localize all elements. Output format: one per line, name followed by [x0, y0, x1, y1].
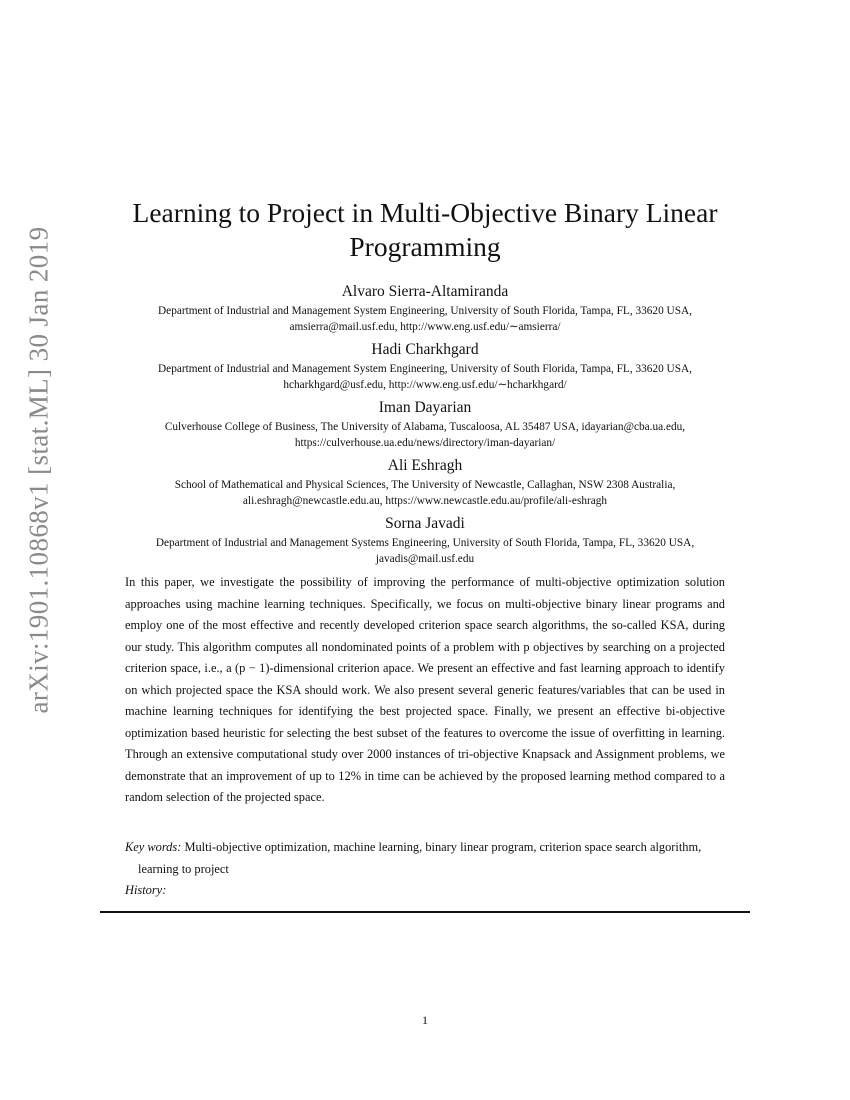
author-list [100, 282, 750, 572]
author-name: Iman Dayarian [378, 399, 472, 416]
author-name: Alvaro Sierra-Altamiranda [341, 283, 509, 300]
history: History: [125, 883, 167, 897]
author-affiliation: Culverhouse College of Business, The University of Alabama, Tuscaloosa, AL 35487 USA, idayarian@cba.ua.edu, [164, 421, 686, 433]
author-contact: https://culverhouse.ua.edu/news/directory/iman-dayarian/ [294, 437, 556, 449]
author-name: Ali Eshragh [387, 457, 463, 474]
author-contact: hcharkhgard@usf.edu, http://www.eng.usf.edu/∼hcharkhgard/ [283, 379, 567, 391]
author-block [100, 514, 750, 567]
author-affiliation: Department of Industrial and Management Systems Engineering, University of South Florida, Tampa, FL, 33620 USA, [155, 537, 695, 549]
author-name: Sorna Javadi [385, 515, 465, 532]
keywords-text: Multi-objective optimization, machine learning, binary linear program, criterion space search algorithm, learning to project [138, 840, 702, 876]
section-divider [100, 911, 750, 913]
author-contact: amsierra@mail.usf.edu, http://www.eng.usf.edu/∼amsierra/ [289, 321, 561, 333]
history-label: History [125, 883, 163, 897]
author-affiliation: Department of Industrial and Management System Engineering, University of South Florida, Tampa, FL, 33620 USA, [158, 363, 692, 375]
author-contact: ali.eshragh@newcastle.edu.au, https://www.newcastle.edu.au/profile/ali-eshragh [242, 495, 608, 507]
author-block [100, 282, 750, 335]
author-block [100, 456, 750, 509]
author-affiliation: Department of Industrial and Management System Engineering, University of South Florida, Tampa, FL, 33620 USA, [158, 305, 692, 317]
keywords: Key words: Multi-objective optimization, machine learning, binary linear program, criterion space search algorithm, learning to project [125, 840, 702, 876]
abstract-text: In this paper, we investigate the possibility of improving the performance of multi-objective optimization solution approaches using machine learning techniques. Specifically, we focus on multi-objective binary linear programs and employ one of the most effective and recently developed criterion space search algorithms, the so-called KSA, during our study. This algorithm computes all nondominated points of a problem with p objectives by searching on a projected criterion space, i.e., a (p − 1)-dimensional criterion apace. We present an effective and fast learning approach to identify on which projected space the KSA should work. We also present several generic features/variables that can be used in machine learning techniques for identifying the best projected space. Finally, we present an effective bi-objective optimization based heuristic for selecting the best subset of the features to overcome the issue of overfitting in learning. Through an extensive computational study over 2000 instances of tri-objective Knapsack and Assignment problems, we demonstrate that an improvement of up to 12% in time can be achieved by the proposed learning method compared to a random selection of the projected space. [125, 575, 725, 804]
author-affiliation: School of Mathematical and Physical Sciences, The University of Newcastle, Callaghan, NSW 2308 Australia, [174, 479, 676, 491]
author-block [100, 340, 750, 393]
title-line-2: Programming [349, 231, 501, 262]
arxiv-identifier-stamp: arXiv:1901.10868v1 [stat.ML] 30 Jan 2019 [23, 226, 54, 714]
paper-title [90, 196, 760, 264]
title-line-1: Learning to Project in Multi-Objective Binary Linear [132, 197, 718, 228]
author-name: Hadi Charkhgard [371, 341, 479, 358]
author-block [100, 398, 750, 451]
keywords-label: Key words [125, 840, 178, 854]
author-contact: javadis@mail.usf.edu [375, 553, 475, 565]
page-number: 1 [422, 1013, 428, 1027]
